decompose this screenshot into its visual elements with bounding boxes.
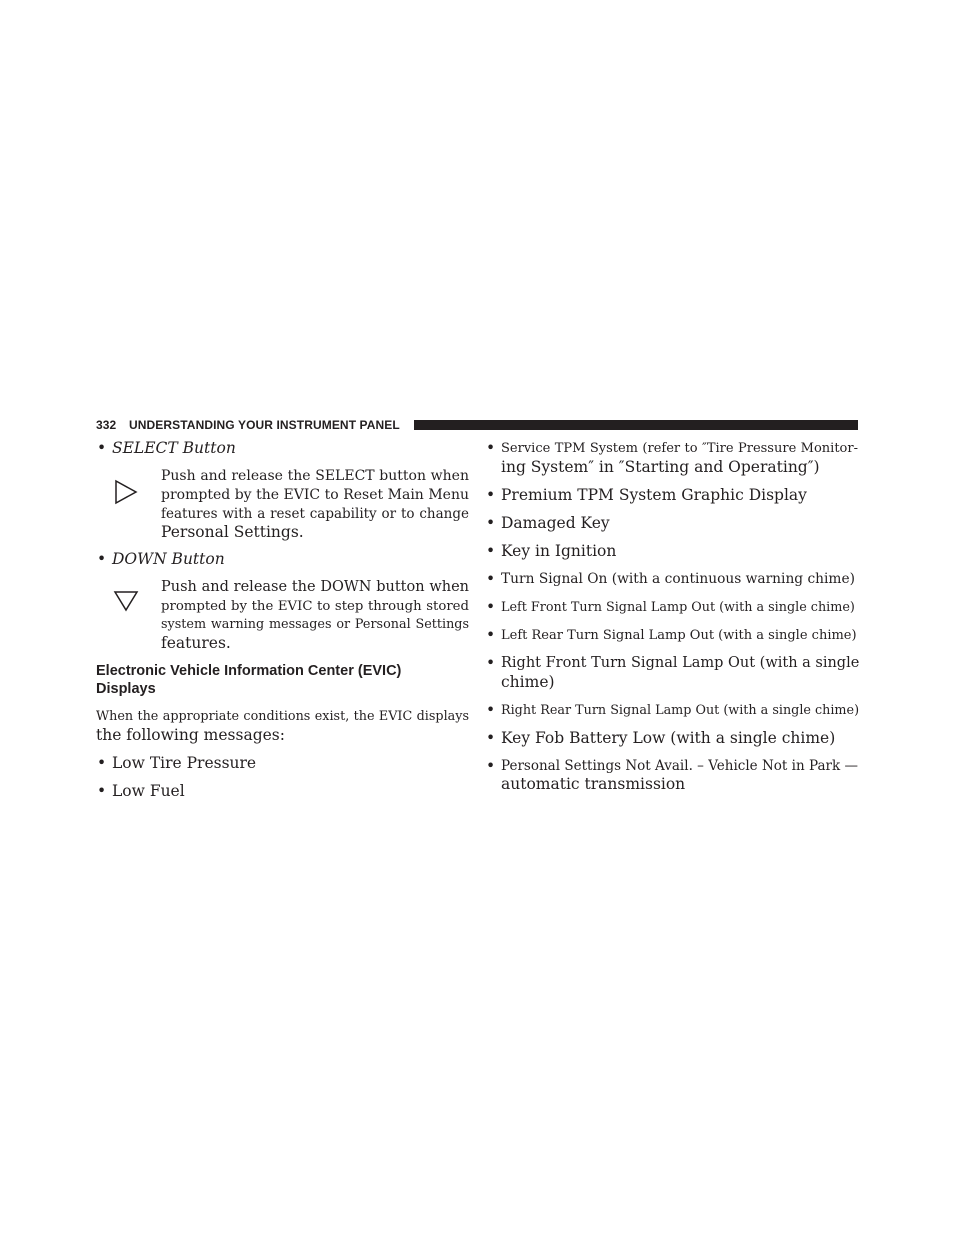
bullet: • bbox=[486, 542, 496, 560]
list-item-continuation: chime) bbox=[501, 673, 555, 691]
list-item: Service TPM System (refer to ″Tire Pressure Monitor- bbox=[501, 441, 858, 456]
bullet: • bbox=[486, 439, 496, 457]
bullet: • bbox=[486, 570, 496, 588]
description-line: prompted by the EVIC to Reset Main Menu bbox=[161, 487, 469, 503]
list-item-continuation: automatic transmission bbox=[501, 775, 686, 793]
list-item: Right Front Turn Signal Lamp Out (with a single bbox=[501, 655, 860, 671]
list-item-continuation: ing System″ in ″Starting and Operating″) bbox=[501, 458, 820, 476]
list-item: Premium TPM System Graphic Display bbox=[501, 486, 807, 504]
page-number: 332 bbox=[96, 418, 117, 432]
bullet: • bbox=[97, 754, 107, 772]
intro-line: the following messages: bbox=[96, 726, 285, 744]
bullet: • bbox=[486, 654, 496, 672]
header-rule bbox=[414, 420, 858, 430]
description-line: Push and release the DOWN button when bbox=[161, 579, 469, 595]
bullet: • bbox=[486, 701, 496, 719]
list-item: Damaged Key bbox=[501, 514, 610, 532]
bullet: • bbox=[97, 439, 107, 457]
bullet: • bbox=[486, 598, 496, 616]
heading-line: Electronic Vehicle Information Center (EVIC) bbox=[96, 663, 402, 679]
bullet: • bbox=[486, 729, 496, 747]
description-line: features with a reset capability or to change bbox=[161, 506, 469, 522]
list-item: Left Rear Turn Signal Lamp Out (with a single chime) bbox=[501, 628, 857, 643]
description-line: Push and release the SELECT button when bbox=[161, 468, 469, 484]
description-line: prompted by the EVIC to step through stored bbox=[161, 599, 469, 614]
list-item: Personal Settings Not Avail. – Vehicle Not in Park — bbox=[501, 758, 858, 774]
description-line: Personal Settings. bbox=[161, 523, 304, 541]
heading-line: Displays bbox=[96, 681, 156, 697]
bullet: • bbox=[486, 626, 496, 644]
bullet: • bbox=[97, 782, 107, 800]
intro-line: When the appropriate conditions exist, the EVIC displays bbox=[96, 709, 469, 724]
section-title: UNDERSTANDING YOUR INSTRUMENT PANEL bbox=[129, 418, 400, 432]
list-item: Key in Ignition bbox=[501, 542, 617, 560]
bullet: • bbox=[486, 486, 496, 504]
bullet: • bbox=[486, 757, 496, 775]
list-item: Low Fuel bbox=[112, 782, 185, 800]
list-item: Turn Signal On (with a continuous warning chime) bbox=[501, 571, 855, 587]
select-button-title: SELECT Button bbox=[112, 439, 236, 457]
list-item: Right Rear Turn Signal Lamp Out (with a single chime) bbox=[501, 703, 860, 718]
list-item: Low Tire Pressure bbox=[112, 754, 257, 772]
list-item: Key Fob Battery Low (with a single chime) bbox=[501, 729, 836, 747]
description-line: features. bbox=[161, 634, 231, 652]
play-triangle-icon bbox=[113, 478, 139, 506]
list-item: Left Front Turn Signal Lamp Out (with a single chime) bbox=[501, 600, 855, 615]
page-header bbox=[96, 416, 858, 434]
bullet: • bbox=[486, 514, 496, 532]
description-line: system warning messages or Personal Settings bbox=[161, 617, 469, 632]
bullet: • bbox=[97, 550, 107, 568]
down-button-title: DOWN Button bbox=[112, 550, 225, 568]
down-triangle-icon bbox=[112, 589, 140, 613]
